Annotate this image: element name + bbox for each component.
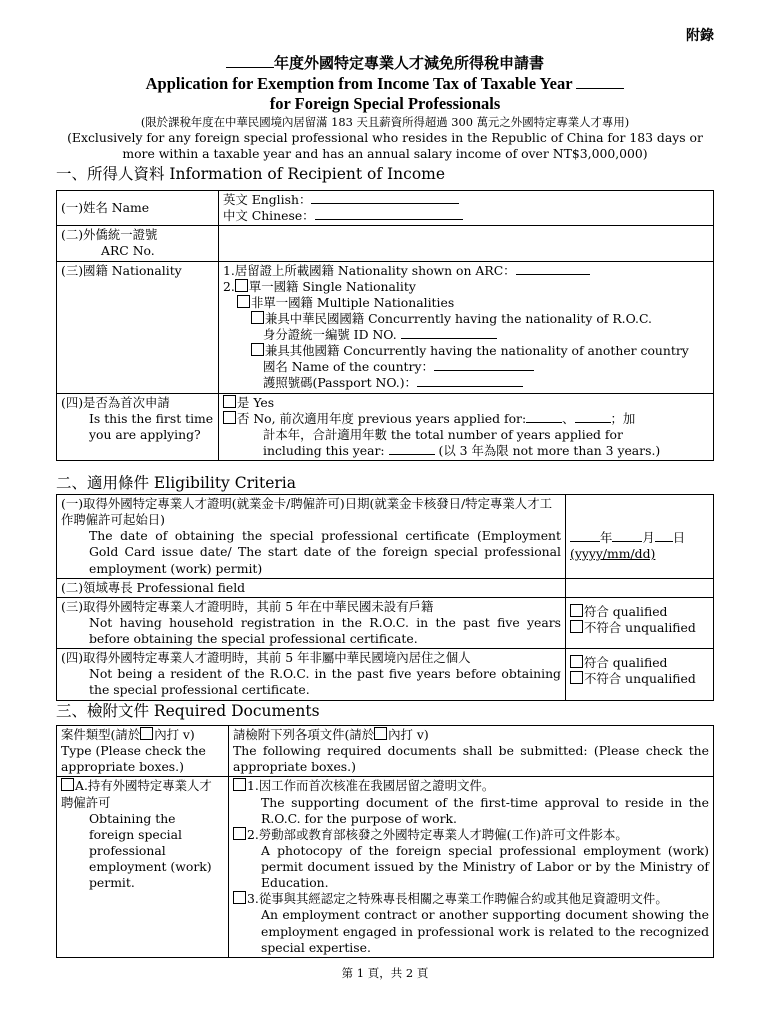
legend-checkbox-icon — [140, 727, 153, 740]
country-name-field[interactable] — [434, 370, 534, 371]
professional-field-label: (二)領域專長 Professional field — [57, 578, 566, 597]
name-fields: 英文 English： 中文 Chinese： — [219, 191, 714, 226]
case-type-a-documents: 1.因工作而首次核准在我國居留之證明文件。 The supporting document of the first-time approval to reside in the R.O.C. for the purpose of work. 2.勞動部或教育部核發之外國特定專業人才聘僱(工作)許可文件影本。 A photocopy of the foreign special professional employment (work) permit document issued by the Ministry of Labor or by the Ministry of Education. 3.從事與其經認定之特殊專長相關之專業工作聘僱合約或其他足資證明文件。 An employment contract or another supporting document showing the employment engaged in professional work is related to the recognized special expertise. — [229, 777, 714, 957]
form-title-zh: 年度外國特定專業人才減免所得稅申請書 — [40, 54, 730, 74]
documents-header-row — [57, 726, 714, 777]
eligibility-note-zh: (限於課稅年度在中華民國境內居留滿 183 天且薪資所得超過 300 萬元之外國特定專業人才專用) — [140, 114, 630, 129]
certificate-date-label: (一)取得外國特定專業人才證明(就業金卡/聘僱許可)日期(就業金卡核發日/特定專業人才工作聘僱許可起始日) The date of obtaining the special professional certificate (Employment Gold Card issue date/ The start date of the foreign special professional employment (work) permit) — [57, 495, 566, 579]
professional-field-input[interactable] — [566, 578, 714, 597]
section2-heading: 二、適用條件 Eligibility Criteria — [56, 474, 296, 492]
recipient-info-table — [56, 190, 714, 461]
page-footer: 第 1 頁，共 2 頁 — [341, 966, 429, 980]
certificate-date-field[interactable]: 年 月 日 (yyyy/mm/dd) — [566, 495, 714, 579]
eligibility-table — [56, 494, 714, 701]
doc-1-checkbox[interactable] — [233, 778, 246, 791]
nationality-label: (三)國籍 Nationality — [57, 261, 219, 393]
case-type-a: A.持有外國特定專業人才聘僱許可 Obtaining the foreign special professional employment (work) permit. — [57, 777, 229, 957]
nationality-fields: 1.居留證上所載國籍 Nationality shown on ARC： 2. 單一國籍 Single Nationality 非單一國籍 Multiple Nationalities 兼具中華民國國籍 Concurrently having the nationality of R.O.C. 身分證統一編號 ID NO. 兼具其他國籍 Concurrently having the nationality of another country 國名 Name of the country： 護照號碼(Passport NO.)： — [219, 261, 714, 393]
name-english-field[interactable] — [311, 203, 459, 204]
arc-nationality-field[interactable] — [516, 274, 590, 275]
professional-field-row — [57, 578, 714, 597]
residency-label: (四)取得外國特定專業人才證明時，其前 5 年非屬中華民國境內居住之個人 Not being a resident of the R.O.C. in the past five years before obtaining the special professional certificate. — [57, 649, 566, 700]
section3-heading: 三、檢附文件 Required Documents — [56, 702, 320, 720]
arc-number-field[interactable] — [219, 226, 714, 261]
household-registration-options: 符合 qualified 不符合 unqualified — [566, 597, 714, 648]
residency-qualified-checkbox[interactable] — [570, 655, 583, 668]
form-subtitle-en: for Foreign Special Professionals — [269, 94, 501, 114]
first-time-yes-checkbox[interactable] — [223, 395, 236, 408]
residency-row — [57, 649, 714, 700]
case-type-header: 案件類型(請於 內打 v) Type (Please check the appropriate boxes.) — [57, 726, 229, 777]
required-documents-table — [56, 725, 714, 958]
case-type-a-row — [57, 777, 714, 957]
case-type-a-checkbox[interactable] — [61, 778, 74, 791]
first-application-fields: 是 Yes 否 No, 前次適用年度 previous years applied for: 、 ；加 計本年，合計適用年數 the total number of years applied for including this year: (以 3 年為限 not more than 3 years.) — [219, 393, 714, 461]
arc-label: (二)外僑統一證號 ARC No. — [57, 226, 219, 261]
name-label: (一)姓名 Name — [57, 191, 219, 226]
appendix-label: 附錄 — [686, 28, 714, 44]
doc-2-checkbox[interactable] — [233, 827, 246, 840]
form-title-en: Application for Exemption from Income Tax of Taxable Year — [40, 74, 730, 95]
arc-row — [57, 226, 714, 261]
first-application-label: (四)是否為首次申請 Is this the first time you are applying? — [57, 393, 219, 461]
section1-heading: 一、所得人資料 Information of Recipient of Income — [56, 165, 446, 183]
household-registration-label: (三)取得外國特定專業人才證明時，其前 5 年在中華民國未設有戶籍 Not having household registration in the R.O.C. in the past five years before obtaining the special professional certificate. — [57, 597, 566, 648]
previous-year-2-field[interactable] — [575, 422, 611, 423]
tax-year-blank[interactable] — [226, 67, 274, 68]
certificate-date-row — [57, 495, 714, 579]
residency-options: 符合 qualified 不符合 unqualified — [566, 649, 714, 700]
eligibility-note-en-1: (Exclusively for any foreign special professional who resides in the Republic of China for 183 days or — [67, 129, 703, 145]
household-qualified-checkbox[interactable] — [570, 604, 583, 617]
legend-checkbox-icon — [374, 727, 387, 740]
passport-number-field[interactable] — [417, 386, 523, 387]
roc-nationality-checkbox[interactable] — [251, 311, 264, 324]
documents-header: 請檢附下列各項文件(請於 內打 v) The following required documents shall be submitted: (Please check the appropriate boxes.) — [229, 726, 714, 777]
single-nationality-checkbox[interactable] — [235, 279, 248, 292]
first-application-row — [57, 393, 714, 461]
household-unqualified-checkbox[interactable] — [570, 620, 583, 633]
first-time-no-checkbox[interactable] — [223, 411, 236, 424]
name-chinese-field[interactable] — [315, 219, 463, 220]
other-nationality-checkbox[interactable] — [251, 343, 264, 356]
household-registration-row — [57, 597, 714, 648]
residency-unqualified-checkbox[interactable] — [570, 671, 583, 684]
date-format-hint: (yyyy/mm/dd) — [570, 545, 656, 561]
doc-3-checkbox[interactable] — [233, 891, 246, 904]
name-row — [57, 191, 714, 226]
tax-year-blank-en[interactable] — [576, 88, 624, 89]
total-years-field[interactable] — [389, 454, 435, 455]
previous-year-1-field[interactable] — [526, 422, 562, 423]
form-title-block — [40, 54, 730, 162]
eligibility-note-en-2: more within a taxable year and has an annual salary income of over NT$3,000,000) — [122, 145, 648, 161]
multiple-nationalities-checkbox[interactable] — [237, 295, 250, 308]
roc-id-number-field[interactable] — [401, 338, 497, 339]
nationality-row — [57, 261, 714, 393]
